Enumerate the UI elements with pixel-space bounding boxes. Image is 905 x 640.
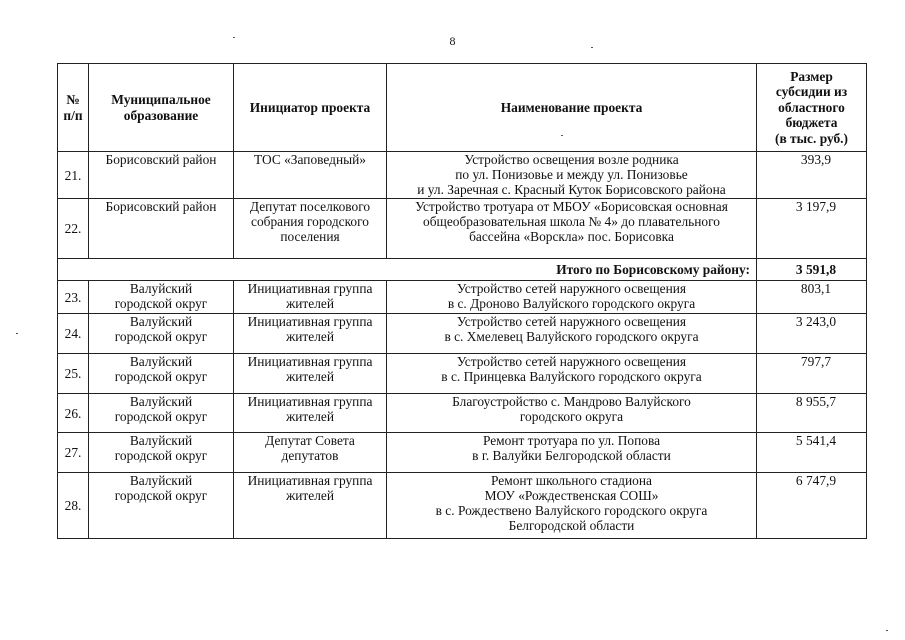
- row-initiator: Инициативная группа жителей: [234, 314, 387, 354]
- row-project: Устройство освещения возле родника по ул. Понизовье и между ул. Понизовье и ул. Заречная с. Красный Куток Борисовского района: [387, 152, 757, 199]
- row-num: 26.: [58, 394, 89, 433]
- row-initiator: Инициативная группа жителей: [234, 281, 387, 314]
- row-project: Ремонт школьного стадиона МОУ «Рождественская СОШ» в с. Рождествено Валуйского городского округа Белгородской области: [387, 473, 757, 539]
- row-num: 27.: [58, 433, 89, 473]
- row-num: 21.: [58, 152, 89, 199]
- row-project: Устройство сетей наружного освещения в с. Принцевка Валуйского городского округа: [387, 354, 757, 394]
- row-initiator: Инициативная группа жителей: [234, 473, 387, 539]
- row-initiator: ТОС «Заповедный»: [234, 152, 387, 199]
- row-initiator: Инициативная группа жителей: [234, 354, 387, 394]
- row-amount: 3 197,9: [757, 199, 867, 259]
- row-municipality: Валуйский городской округ: [89, 314, 234, 354]
- table-row: [58, 281, 867, 314]
- table-row: [58, 354, 867, 394]
- row-project: Устройство сетей наружного освещения в с. Хмелевец Валуйского городского округа: [387, 314, 757, 354]
- row-num: 25.: [58, 354, 89, 394]
- header-num: № п/п: [58, 64, 89, 152]
- table-row: [58, 433, 867, 473]
- table-row: [58, 473, 867, 539]
- header-municipality: Муниципальное образование: [89, 64, 234, 152]
- row-municipality: Валуйский городской округ: [89, 433, 234, 473]
- row-num: 24.: [58, 314, 89, 354]
- row-initiator: Инициативная группа жителей: [234, 394, 387, 433]
- row-municipality: Валуйский городской округ: [89, 281, 234, 314]
- row-municipality: Валуйский городской округ: [89, 473, 234, 539]
- row-amount: 803,1: [757, 281, 867, 314]
- row-initiator: Депутат Совета депутатов: [234, 433, 387, 473]
- row-project: Устройство тротуара от МБОУ «Борисовская основная общеобразовательная школа № 4» до плавательного бассейна «Ворскла» пос. Борисовка: [387, 199, 757, 259]
- row-amount: 5 541,4: [757, 433, 867, 473]
- row-amount: 8 955,7: [757, 394, 867, 433]
- row-municipality: Борисовский район: [89, 199, 234, 259]
- table-row: [58, 314, 867, 354]
- projects-table: [57, 63, 867, 539]
- row-amount: 797,7: [757, 354, 867, 394]
- row-municipality: Борисовский район: [89, 152, 234, 199]
- table-row: [58, 199, 867, 259]
- subtotal-label: Итого по Борисовскому району:: [58, 259, 757, 281]
- scan-speck: [591, 47, 593, 48]
- row-amount: 3 243,0: [757, 314, 867, 354]
- row-num: 23.: [58, 281, 89, 314]
- table-row: [58, 152, 867, 199]
- subtotal-amount: 3 591,8: [757, 259, 867, 281]
- row-amount: 6 747,9: [757, 473, 867, 539]
- row-project: Благоустройство с. Мандрово Валуйского городского округа: [387, 394, 757, 433]
- subtotal-row: [58, 259, 867, 281]
- header-project: Наименование проекта: [387, 64, 757, 152]
- row-municipality: Валуйский городской округ: [89, 354, 234, 394]
- row-num: 28.: [58, 473, 89, 539]
- row-amount: 393,9: [757, 152, 867, 199]
- row-municipality: Валуйский городской округ: [89, 394, 234, 433]
- row-project: Устройство сетей наружного освещения в с. Дроново Валуйского городского округа: [387, 281, 757, 314]
- row-project: Ремонт тротуара по ул. Попова в г. Валуйки Белгородской области: [387, 433, 757, 473]
- header-subsidy: Размер субсидии из областного бюджета (в тыс. руб.): [757, 64, 867, 152]
- scan-speck: [886, 630, 888, 631]
- table-row: [58, 394, 867, 433]
- header-initiator: Инициатор проекта: [234, 64, 387, 152]
- row-initiator: Депутат поселкового собрания городского поселения: [234, 199, 387, 259]
- scan-speck: [16, 333, 18, 334]
- page-number: 8: [449, 34, 456, 48]
- table-header-row: [58, 64, 867, 152]
- scan-speck: [233, 37, 235, 38]
- row-num: 22.: [58, 199, 89, 259]
